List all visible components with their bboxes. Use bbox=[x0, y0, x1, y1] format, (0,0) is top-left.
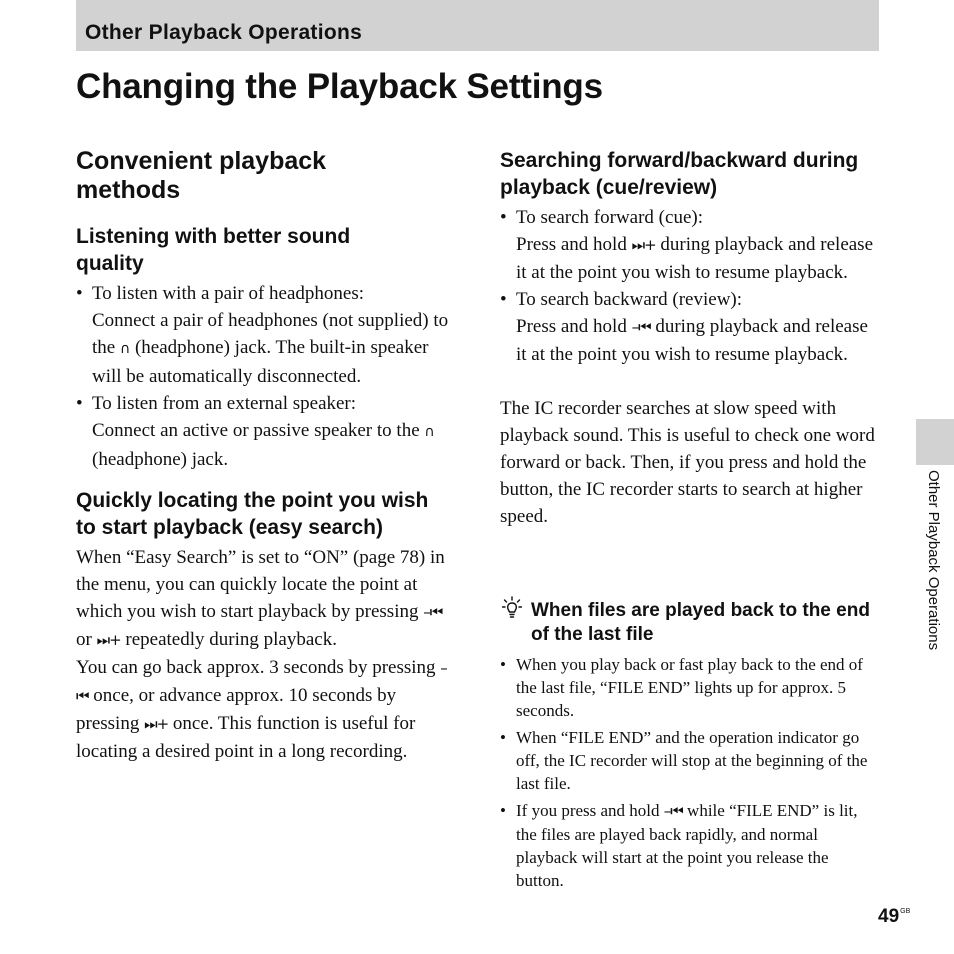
rewind-button-icon: –⏮ bbox=[663, 802, 683, 820]
easy-search-text: When “Easy Search” is set to “ON” (page 78) in the menu, you can quickly locate the point at which you wish to start playback by pressing –⏮ or ⏭+ repeatedly during playback. You can go back approx. 3 seconds by pressing –⏮ once, or advance approx. 10 seconds by pressing ⏭+ once. This function is useful for locating a desired point in a long recording. bbox=[76, 547, 447, 762]
list-item: • To listen with a pair of headphones: Connect a pair of headphones (not supplied) to the ∩ (headphone) jack. The built-in speaker will be automatically disconnected. bbox=[76, 280, 451, 390]
headphone-icon: ∩ bbox=[424, 424, 435, 440]
list-item: • To search forward (cue): Press and hold ⏭+ during playback and release it at the point you wish to resume playback. bbox=[500, 204, 878, 286]
list-item: • When you play back or fast play back to the end of the last file, “FILE END” lights up for approx. 5 seconds. bbox=[500, 653, 878, 722]
rewind-button-icon: –⏮ bbox=[76, 659, 447, 705]
side-section-label: Other Playback Operations bbox=[925, 470, 942, 651]
page-number: $49^{GB}$ bbox=[878, 906, 911, 927]
headphone-icon: ∩ bbox=[119, 341, 131, 357]
list-item: • If you press and hold –⏮ while “FILE END” is lit, the files are played back rapidly, and normal playback will start at the point you release the button. bbox=[500, 799, 878, 892]
heading-convenient-playback: Convenient playback methods bbox=[76, 147, 327, 204]
heading-cue-review: Searching forward/backward during playback (cue/review) bbox=[500, 149, 859, 199]
tip-heading: When files are played back to the end of the last file bbox=[531, 600, 870, 645]
section-header: Other Playback Operations bbox=[85, 21, 363, 44]
forward-button-icon: ⏭+ bbox=[96, 631, 121, 649]
section-header-bar bbox=[76, 0, 879, 51]
heading-easy-search: Quickly locating the point you wish to start playback (easy search) bbox=[76, 489, 429, 539]
forward-button-icon: ⏭+ bbox=[631, 236, 656, 254]
rewind-button-icon: –⏮ bbox=[631, 318, 651, 336]
tip-section bbox=[500, 599, 878, 892]
page-title: Changing the Playback Settings bbox=[76, 67, 603, 106]
page-locale: GB bbox=[900, 908, 911, 915]
forward-button-icon: ⏭+ bbox=[144, 715, 169, 733]
side-tab-marker bbox=[916, 419, 954, 465]
right-column bbox=[500, 147, 878, 530]
heading-better-sound: Listening with better sound quality bbox=[76, 225, 351, 275]
search-speed-paragraph: The IC recorder searches at slow speed with playback sound. This is useful to check one word forward or back. Then, if you press and hold the button, the IC recorder starts to search at higher speed. bbox=[500, 398, 875, 527]
left-column bbox=[76, 147, 451, 765]
list-item: • To search backward (review): Press and hold –⏮ during playback and release it at the point you wish to resume playback. bbox=[500, 286, 878, 368]
cue-review-list bbox=[500, 204, 878, 368]
list-item: • To listen from an external speaker: Connect an active or passive speaker to the ∩ (headphone) jack. bbox=[76, 390, 451, 473]
sound-quality-list bbox=[76, 280, 451, 473]
list-item: • When “FILE END” and the operation indicator go off, the IC recorder will stop at the beginning of the last file. bbox=[500, 726, 878, 795]
tip-list bbox=[500, 653, 878, 892]
rewind-button-icon: –⏮ bbox=[423, 603, 443, 621]
